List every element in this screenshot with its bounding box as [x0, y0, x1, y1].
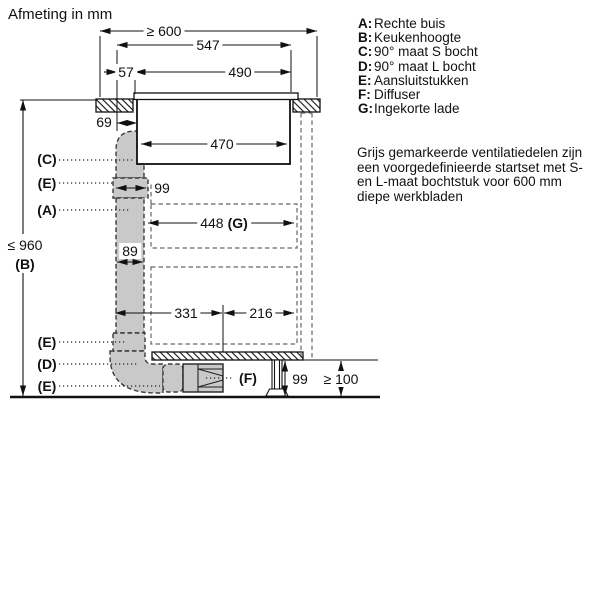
legend-letter: C: — [358, 44, 373, 60]
note-line: Grijs gemarkeerde ventilatiedelen zijn — [357, 145, 583, 160]
worktop-right — [293, 99, 320, 112]
dim-hob-body-width: 490 — [225, 64, 254, 80]
dim-run-right: 216 — [246, 305, 275, 321]
legend-item-b — [358, 31, 478, 45]
legend — [358, 17, 478, 116]
legend-letter: G: — [358, 101, 373, 117]
startset-note — [357, 146, 583, 205]
cabinet-bottom-panel — [152, 352, 303, 360]
legend-letter: A: — [358, 16, 373, 31]
part-label-c: (C) — [37, 151, 57, 167]
legend-letter: D: — [358, 58, 373, 74]
part-label-d: (D) — [37, 356, 57, 372]
legend-item-c — [358, 45, 478, 59]
legend-label: Diffuser — [374, 87, 421, 103]
page-title: Afmeting in mm — [8, 6, 113, 23]
legend-label: Aansluitstukken — [374, 72, 469, 88]
dim-run-left: 331 — [171, 305, 200, 321]
hob-glass-top — [134, 93, 298, 100]
diffuser — [183, 364, 223, 392]
dim-duct-offset: 69 — [96, 114, 112, 130]
note-line: een voorgedefinieerde startset met S- — [357, 159, 583, 175]
dim-kitchen-height-ref: (B) — [12, 256, 37, 272]
legend-letter: E: — [358, 72, 372, 88]
legend-item-a — [358, 17, 478, 31]
dim-drawer-value: 448 — [200, 215, 224, 231]
part-label-a: (A) — [37, 202, 57, 218]
dim-drawer-ref: (G) — [227, 215, 248, 231]
dim-hob-top-width: 547 — [193, 37, 222, 53]
legend-item-d — [358, 60, 478, 74]
legend-label: 90° maat L bocht — [374, 58, 476, 74]
dimension-lines — [23, 31, 341, 396]
hob-body — [137, 99, 290, 164]
connector-mid — [113, 333, 145, 351]
legend-letter: B: — [358, 30, 373, 46]
legend-label: Rechte buis — [374, 16, 446, 31]
legend-item-f — [358, 88, 478, 102]
part-label-f: (F) — [239, 370, 257, 386]
dim-duct-width: 89 — [119, 243, 141, 259]
dim-plinth-clearance: ≥ 100 — [321, 371, 362, 387]
dim-worktop-min-width: ≥ 600 — [144, 23, 185, 39]
legend-label: 90° maat S bocht — [374, 44, 478, 60]
dim-foot-height: 99 — [292, 371, 308, 387]
dim-kitchen-height: ≤ 960 — [5, 237, 46, 253]
legend-label: Ingekorte lade — [374, 101, 460, 117]
legend-item-e — [358, 74, 478, 88]
dim-connector-width: 99 — [154, 180, 170, 196]
part-label-e-upper: (E) — [37, 175, 57, 191]
worktop-left — [96, 99, 133, 112]
note-line: en L-maat bochtstuk voor 600 mm — [357, 174, 562, 190]
legend-item-g — [358, 102, 478, 116]
dim-drawer-length — [197, 215, 251, 231]
legend-label: Keukenhoogte — [374, 30, 462, 46]
dim-left-offset: 57 — [115, 64, 137, 80]
legend-letter: F: — [358, 87, 371, 103]
part-label-e-lower: (E) — [37, 378, 57, 394]
dim-hob-inner-width: 470 — [207, 136, 236, 152]
note-line: diepe werkbladen — [357, 189, 463, 205]
part-label-e-mid: (E) — [37, 334, 57, 350]
connector-lower — [163, 364, 183, 392]
